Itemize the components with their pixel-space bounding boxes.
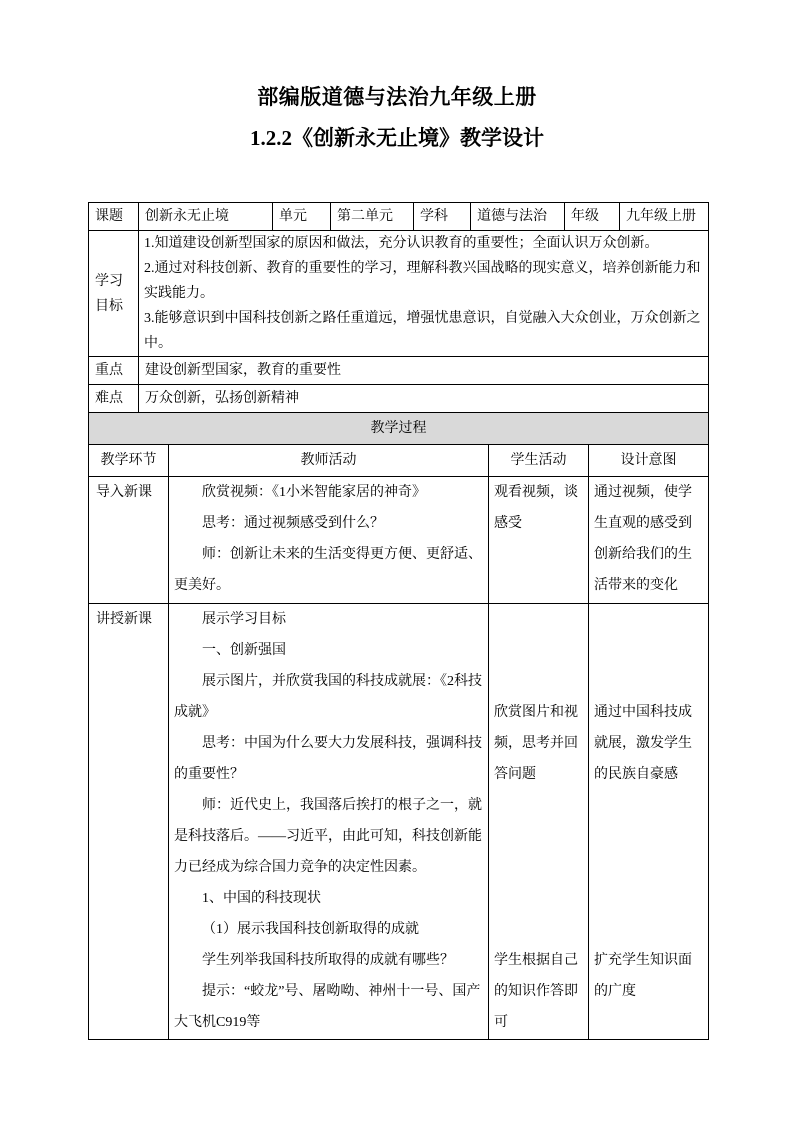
header-student: 学生活动 xyxy=(489,445,589,477)
process-title-row xyxy=(89,413,709,445)
teacher-paragraph: 师：创新让未来的生活变得更方便、更舒适、更美好。 xyxy=(174,547,482,593)
student-activity xyxy=(489,477,589,604)
topic-label: 课题 xyxy=(89,203,139,231)
grade-value: 九年级上册 xyxy=(620,203,709,231)
teacher-paragraph: 师：近代史上，我国落后挨打的根子之一，就是科技落后。——习近平，由此可知，科技创新能力已经成为综合国力竞争的决定性因素。 xyxy=(174,798,482,875)
header-stage: 教学环节 xyxy=(89,445,169,477)
student-activity xyxy=(489,604,589,1040)
unit-label: 单元 xyxy=(273,203,331,231)
stage-row-lecture xyxy=(89,604,709,1040)
stage-name: 讲授新课 xyxy=(89,604,169,1040)
basic-info-row xyxy=(89,203,709,231)
grade-label: 年级 xyxy=(565,203,620,231)
teacher-paragraph: 欣赏视频：《1小米智能家居的神奇》 xyxy=(202,485,426,500)
teacher-paragraph: （1）展示我国科技创新取得的成就 xyxy=(202,922,419,937)
design-paragraph: 通过视频，使学生直观的感受到创新给我们的生活带来的变化 xyxy=(594,485,692,593)
process-header-row xyxy=(89,445,709,477)
objective-item: 2.通过对科技创新、教育的重要性的学习，理解科教兴国战略的现实意义，培养创新能力和实践能力。 xyxy=(144,261,701,301)
stage-row-intro xyxy=(89,477,709,604)
teacher-paragraph: 思考：中国为什么要大力发展科技，强调科技的重要性？ xyxy=(174,736,482,782)
process-title: 教学过程 xyxy=(89,413,709,445)
teacher-paragraph: 展示学习目标 xyxy=(202,612,286,627)
lesson-plan-table xyxy=(88,202,709,1040)
subject-label: 学科 xyxy=(414,203,471,231)
key-point-row xyxy=(89,357,709,385)
header-design: 设计意图 xyxy=(589,445,709,477)
objectives-label-cell xyxy=(89,231,139,357)
key-point-value: 建设创新型国家，教育的重要性 xyxy=(139,357,709,385)
teacher-paragraph: 学生列举我国科技所取得的成就有哪些？ xyxy=(202,953,454,968)
objectives-label: 学习目标 xyxy=(95,273,123,314)
subject-value: 道德与法治 xyxy=(471,203,565,231)
design-intent xyxy=(589,604,709,1040)
teacher-paragraph: 思考：通过视频感受到什么？ xyxy=(202,516,384,531)
teacher-paragraph: 1、中国的科技现状 xyxy=(202,891,321,906)
teacher-paragraph: 展示图片，并欣赏我国的科技成就展：《2科技成就》 xyxy=(174,674,482,720)
stage-name: 导入新课 xyxy=(89,477,169,604)
teacher-paragraph: 提示：“蛟龙”号、屠呦呦、神州十一号、国产大飞机C919等 xyxy=(174,984,481,1030)
objective-item: 1.知道建设创新型国家的原因和做法，充分认识教育的重要性；全面认识万众创新。 xyxy=(144,236,659,251)
teacher-activity xyxy=(169,477,489,604)
student-paragraph: 观看视频，谈感受 xyxy=(494,485,578,531)
objective-item: 3.能够意识到中国科技创新之路任重道远，增强忧患意识，自觉融入大众创业，万众创新之中。 xyxy=(144,311,701,351)
design-paragraph: 扩充学生知识面的广度 xyxy=(594,953,692,999)
header-teacher: 教师活动 xyxy=(169,445,489,477)
design-intent xyxy=(589,477,709,604)
unit-value: 第二单元 xyxy=(331,203,414,231)
difficulty-row xyxy=(89,385,709,413)
document-subtitle: 1.2.2《创新永无止境》教学设计 xyxy=(250,126,544,150)
student-paragraph: 学生根据自己的知识作答即可 xyxy=(494,953,578,1030)
objectives-row xyxy=(89,231,709,357)
student-paragraph: 欣赏图片和视频，思考并回答问题 xyxy=(494,705,578,782)
difficulty-value: 万众创新，弘扬创新精神 xyxy=(139,385,709,413)
topic-value: 创新永无止境 xyxy=(139,203,273,231)
document-title: 部编版道德与法治九年级上册 xyxy=(257,85,537,109)
objectives-content xyxy=(139,231,709,357)
teacher-paragraph: 一、创新强国 xyxy=(202,643,286,658)
teacher-activity xyxy=(169,604,489,1040)
key-point-label: 重点 xyxy=(89,357,139,385)
difficulty-label: 难点 xyxy=(89,385,139,413)
design-paragraph: 通过中国科技成就展，激发学生的民族自豪感 xyxy=(594,705,692,782)
